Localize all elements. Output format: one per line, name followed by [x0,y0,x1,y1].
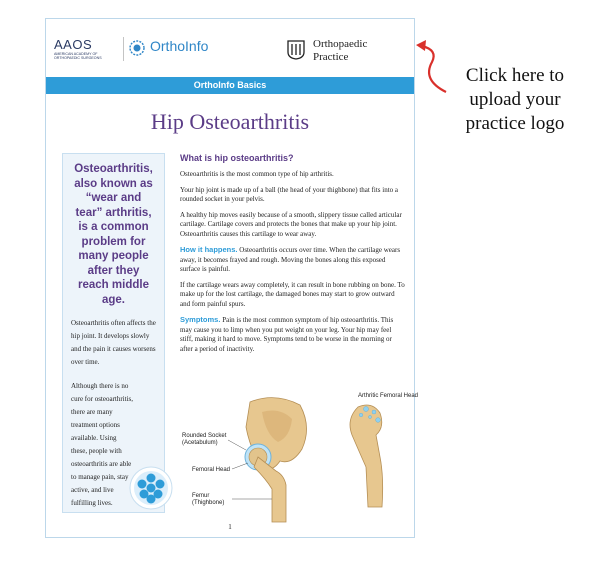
orthoinfo-logo-text: OrthoInfo [150,38,209,54]
label-arthritic-head: Arthritic Femoral Head [358,393,419,399]
sidebar-lead: Osteoarthritis, also known as “wear and tear” arthritis, is a common problem for many people after they reach middle age. [74,163,153,306]
cartilage-cell-icon [128,465,174,511]
body-paragraph: A healthy hip moves easily because of a smooth, slippery tissue called articular cartilage. Cartilage covers and protects the bones that make up your hip joint. Osteoarthritis causes this cartilage to wear away. [180,210,402,238]
how-it-happens-label: How it happens. [180,245,238,254]
section-band: OrthoInfo Basics [46,77,414,94]
symptoms-label: Symptoms. [180,315,221,324]
body-paragraph: If the cartilage wears away completely, it can result in bone rubbing on bone. To make up for the lost cartilage, the damaged bones may start to grow outward and form painful spurs. [180,280,405,308]
label-socket-sub: (Acetabulum) [182,440,218,446]
sidebar-box [62,153,165,513]
upload-logo-callout[interactable]: Click here to upload your practice logo [465,65,565,134]
practice-logo-icon[interactable] [287,40,305,60]
label-femoral-head: Femoral Head [192,467,231,473]
body-paragraph: Your hip joint is made up of a ball (the head of your thighbone) that fits into a rounded socket in your pelvis. [180,185,399,203]
aaos-logo: AAOS AMERICAN ACADEMY OF ORTHOPAEDIC SURGEONS [54,37,102,60]
body-paragraph: Osteoarthritis is the most common type of hip arthritis. [180,170,334,178]
section-heading: What is hip osteoarthritis? [180,153,294,163]
label-femur-sub: (Thighbone) [192,500,225,506]
sidebar-paragraph: Although there is no cure for osteoarthritis, there are many treatment options available. Using these, people with osteoarthritis are able to manage pain, stay active, and live fulfilling lives. [71,382,134,507]
sidebar-paragraph: Osteoarthritis often affects the hip joint. It develops slowly and the pain it causes worsens over time. [71,319,156,366]
header-divider [123,37,124,61]
handout-page [45,18,419,538]
page-number: 1 [228,523,232,531]
hip-illustration [180,387,419,522]
body-paragraph: How it happens. Osteoarthritis occurs over time. When the cartilage wears away, it becomes frayed and rough. Moving the bones along this exposed surface is painful. [180,245,401,273]
main-column [180,153,405,360]
label-socket: Rounded Socket [182,433,227,439]
page-title: Hip Osteoarthritis [150,109,310,134]
page-header [46,35,414,71]
orthoinfo-logo-icon [128,39,146,57]
body-paragraph: Symptoms. Pain is the most common symptom of hip osteoarthritis. This may cause you to limp when you put weight on your leg. Your hip may feel stiff, making it hard to move. Symptoms tend to be worse in the morning or after a period of inactivity. [180,315,394,353]
label-femur: Femur [192,493,210,499]
practice-logo-text[interactable]: Orthopaedic Practice [313,38,368,63]
